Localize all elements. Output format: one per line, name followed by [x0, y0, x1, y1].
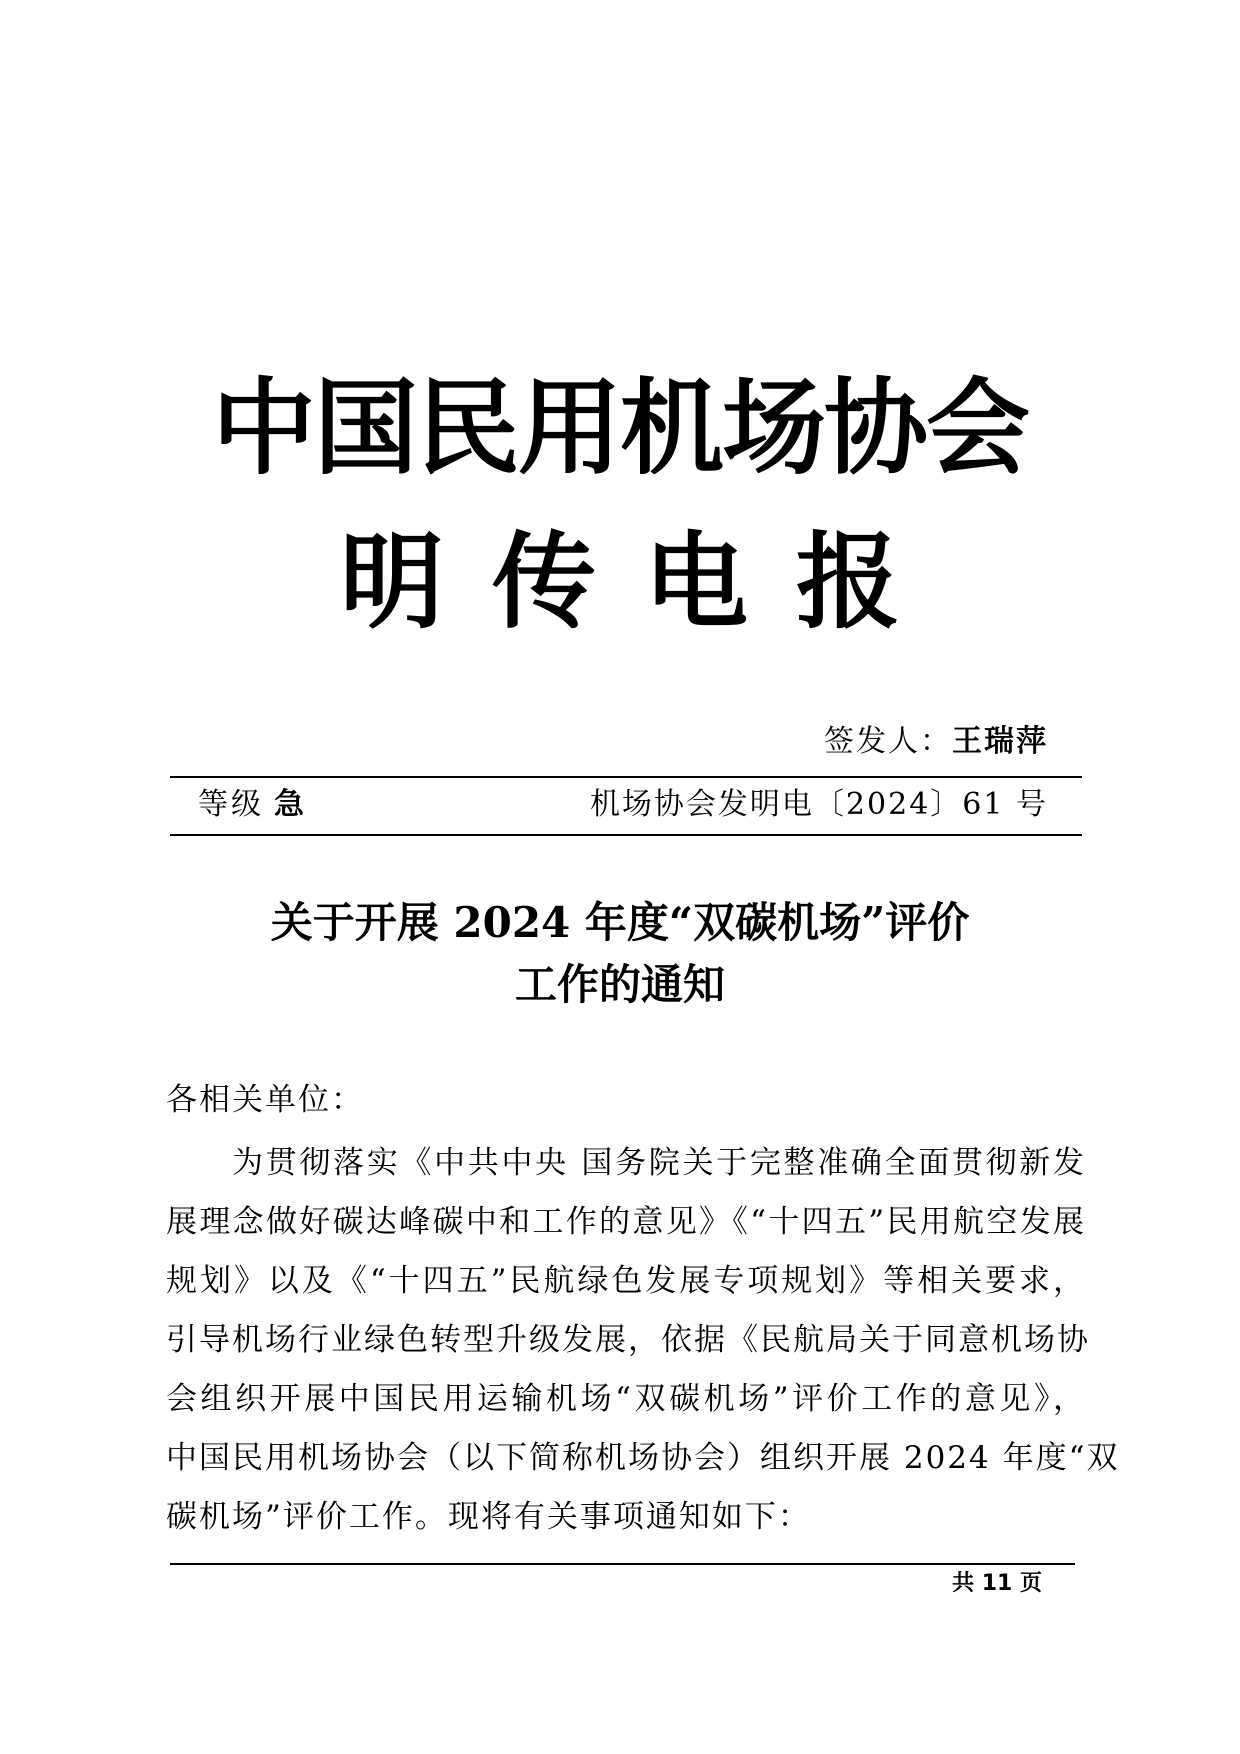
document-type-char: 传	[491, 521, 596, 643]
document-type	[0, 522, 1240, 642]
document-type-char: 电	[644, 521, 749, 643]
header-rule-top	[170, 776, 1082, 778]
body-line: 展理念做好碳达峰碳中和工作的意见》《“十四五”民用航空发展	[166, 1204, 1086, 1240]
urgency-level	[198, 783, 307, 827]
document-type-char: 明	[339, 521, 444, 643]
signer-label: 签发人：	[824, 724, 952, 759]
page-count: 共 11 页	[952, 1571, 1042, 1596]
header-rule-bottom	[170, 834, 1082, 836]
footer-rule	[170, 1563, 1075, 1565]
document-type-char: 报	[796, 521, 901, 643]
notice-title	[0, 892, 1240, 1016]
urgency-level-value: 急	[274, 787, 307, 822]
body-line: 会组织开展中国民用运输机场“双碳机场”评价工作的意见》，	[166, 1381, 1086, 1417]
urgency-level-label: 等级	[198, 787, 264, 822]
document-number: 机场协会发明电〔2024〕61 号	[589, 787, 1048, 822]
body-line: 引导机场行业绿色转型升级发展，依据《民航局关于同意机场协	[166, 1322, 1090, 1358]
organization-name: 中国民用机场协会	[211, 367, 1028, 489]
signer	[824, 722, 1048, 762]
notice-title-line: 工作的通知	[514, 960, 725, 1009]
body-line: 规划》以及《“十四五”民航绿色发展专项规划》等相关要求，	[166, 1263, 1086, 1299]
salutation: 各相关单位：	[166, 1082, 364, 1118]
signer-name: 王瑞萍	[952, 724, 1048, 759]
notice-title-line: 关于开展 2024 年度“双碳机场”评价	[270, 898, 970, 947]
body-line: 中国民用机场协会（以下简称机场协会）组织开展 2024 年度“双	[166, 1440, 1120, 1476]
body-line: 碳机场”评价工作。现将有关事项通知如下：	[166, 1499, 811, 1535]
body-line: 为贯彻落实《中共中央 国务院关于完整准确全面贯彻新发	[232, 1145, 1086, 1181]
body-paragraph	[166, 1134, 1120, 1547]
